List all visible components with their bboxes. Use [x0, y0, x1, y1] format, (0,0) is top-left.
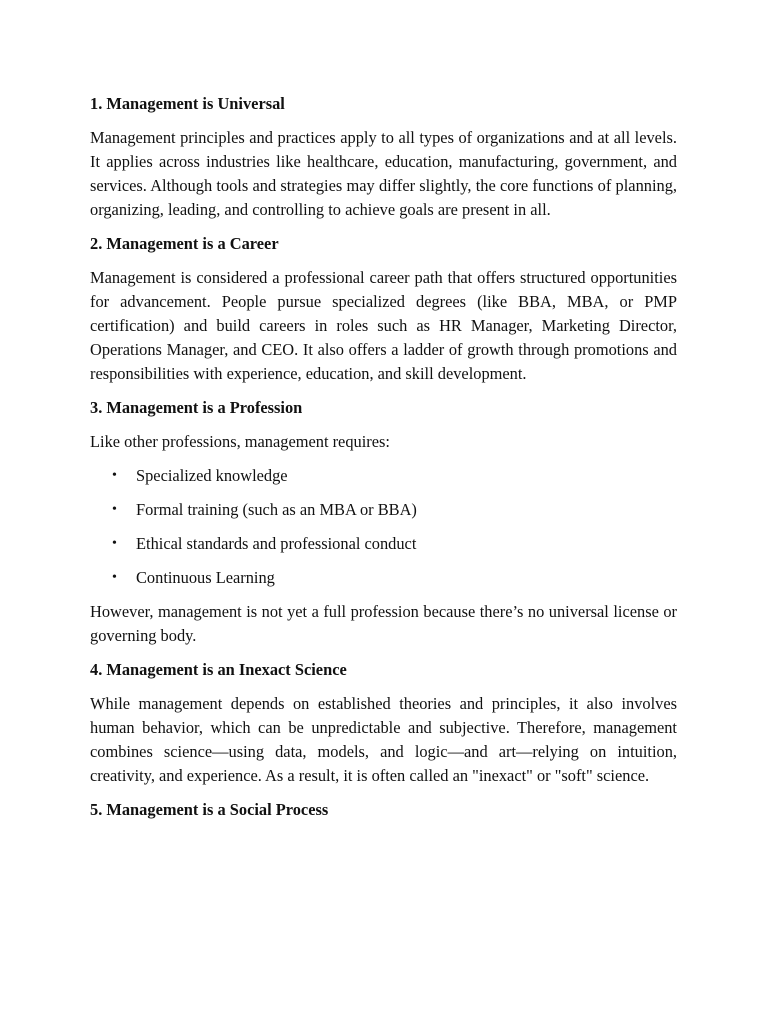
section-intro: Like other professions, management requires:: [90, 432, 390, 451]
section-heading: 3. Management is a Profession: [90, 398, 303, 417]
list-item-text: Continuous Learning: [136, 568, 275, 587]
list-item-text: Ethical standards and professional conduct: [136, 534, 417, 553]
section-paragraph: Management is considered a professional career path that offers structured opportunities for advancement. People pursue specialized degrees (like BBA, MBA, or PMP certification) and build careers in roles such as HR Manager, Marketing Director, Operations Manager, and CEO. It also offers a ladder of growth through promotions and responsibilities with experience, education, and skill development.: [90, 268, 677, 383]
section-profession: [90, 396, 677, 648]
section-inexact-science: [90, 658, 677, 788]
list-item-text: Formal training (such as an MBA or BBA): [136, 500, 417, 519]
section-heading: 2. Management is a Career: [90, 234, 279, 253]
bullet-icon: •: [112, 570, 117, 585]
section-social-process: [90, 798, 677, 822]
bullet-icon: •: [112, 502, 117, 517]
section-paragraph: While management depends on established theories and principles, it also involves human behavior, which can be unpredictable and subjective. Therefore, management combines science—using data, models, and logic—and art—relying on intuition, creativity, and experience. As a result, it is often called an "inexact" or "soft" science.: [90, 694, 677, 785]
section-paragraph: Management principles and practices apply to all types of organizations and at all levels. It applies across industries like healthcare, education, manufacturing, government, and services. Although tools and strategies may differ slightly, the core functions of planning, organizing, leading, and controlling to achieve goals are present in all.: [90, 128, 677, 219]
section-heading: 5. Management is a Social Process: [90, 800, 329, 819]
list-item: [90, 498, 677, 522]
section-career: [90, 232, 677, 386]
bullet-icon: •: [112, 536, 117, 551]
list-item: [90, 464, 677, 488]
list-item: [90, 566, 677, 590]
list-item-text: Specialized knowledge: [136, 466, 288, 485]
bullet-icon: •: [112, 468, 117, 483]
list-item: [90, 532, 677, 556]
section-outro: However, management is not yet a full profession because there’s no universal license or governing body.: [90, 602, 677, 645]
requirements-list: [90, 464, 677, 590]
section-universal: [90, 92, 677, 222]
section-heading: 4. Management is an Inexact Science: [90, 660, 347, 679]
section-heading: 1. Management is Universal: [90, 94, 285, 113]
